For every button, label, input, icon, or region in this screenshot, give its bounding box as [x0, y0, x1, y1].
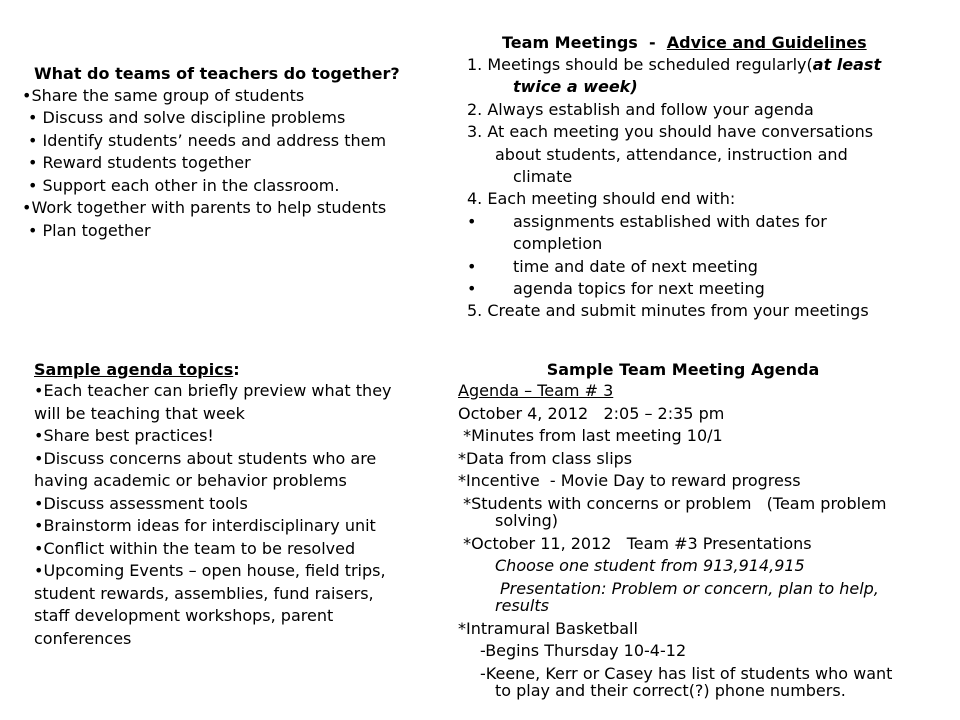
agenda-subitem-continued: results [495, 596, 549, 615]
list-item: •Work together with parents to help students [22, 198, 387, 217]
guideline-4-item: assignments established with dates for [513, 212, 827, 231]
agenda-item: *Incentive - Movie Day to reward progress [458, 471, 801, 490]
agenda-team-line: Agenda – Team # 3 [458, 381, 614, 400]
agenda-subitem: Presentation: Problem or concern, plan to help, [500, 579, 879, 598]
guideline-4-item: time and date of next meeting [513, 257, 758, 276]
bullet-icon: • [467, 279, 477, 298]
sample-agenda-topics-heading [34, 360, 240, 380]
bullet-icon: • [467, 212, 477, 231]
list-item: will be teaching that week [34, 404, 245, 423]
guideline-1-emphasis: at least [812, 55, 882, 74]
list-item: •Share best practices! [34, 426, 214, 445]
bullet-icon: • [467, 257, 477, 276]
agenda-subitem: -Keene, Kerr or Casey has list of students who want [480, 664, 893, 683]
heading-underlined: Advice and Guidelines [666, 33, 867, 52]
list-item: • Plan together [28, 221, 151, 240]
team-meetings-heading [502, 33, 867, 53]
guideline-5: 5. Create and submit minutes from your meetings [467, 301, 869, 320]
agenda-date-line: October 4, 2012 2:05 – 2:35 pm [458, 404, 725, 423]
list-item: • Discuss and solve discipline problems [28, 108, 346, 127]
heading-text: Sample agenda topics [34, 360, 234, 379]
list-item: •Each teacher can briefly preview what they [34, 381, 392, 400]
guideline-2: 2. Always establish and follow your agenda [467, 100, 814, 119]
list-item: •Conflict within the team to be resolved [34, 539, 356, 558]
list-item: having academic or behavior problems [34, 471, 347, 490]
list-item: •Share the same group of students [22, 86, 305, 105]
guideline-1 [467, 55, 881, 75]
guideline-4: 4. Each meeting should end with: [467, 189, 736, 208]
guideline-4-item: agenda topics for next meeting [513, 279, 765, 298]
list-item: • Identify students’ needs and address them [28, 131, 387, 150]
list-item: • Reward students together [28, 153, 251, 172]
list-item: •Discuss assessment tools [34, 494, 248, 513]
top-left-heading: What do teams of teachers do together? [34, 64, 400, 83]
agenda-item: *Data from class slips [458, 449, 633, 468]
guideline-1-text: 1. Meetings should be scheduled regularly( [467, 55, 813, 74]
agenda-item-continued: solving) [495, 511, 559, 530]
guideline-3: 3. At each meeting you should have conversations [467, 122, 874, 141]
list-item: •Upcoming Events – open house, field trips, [34, 561, 386, 580]
agenda-subitem-continued: to play and their correct(?) phone numbers. [495, 681, 846, 700]
list-item: staff development workshops, parent [34, 606, 334, 625]
list-item: •Discuss concerns about students who are [34, 449, 377, 468]
agenda-subitem: -Begins Thursday 10-4-12 [480, 641, 687, 660]
guideline-3-continued: about students, attendance, instruction and [495, 145, 848, 164]
list-item: student rewards, assemblies, fund raisers, [34, 584, 374, 603]
list-item: • Support each other in the classroom. [28, 176, 340, 195]
heading-prefix: Team Meetings - [502, 33, 667, 52]
guideline-3-continued: climate [513, 167, 573, 186]
agenda-subitem: Choose one student from 913,914,915 [495, 556, 805, 575]
guideline-1-continued: twice a week) [513, 77, 638, 96]
agenda-item: *Minutes from last meeting 10/1 [458, 426, 723, 445]
guideline-4-item-continued: completion [513, 234, 603, 253]
agenda-item: *Intramural Basketball [458, 619, 638, 638]
list-item: •Brainstorm ideas for interdisciplinary unit [34, 516, 376, 535]
agenda-item: *Students with concerns or problem (Team problem [458, 494, 887, 513]
sample-agenda-heading: Sample Team Meeting Agenda [546, 360, 820, 379]
heading-colon: : [233, 360, 240, 379]
agenda-item: *October 11, 2012 Team #3 Presentations [458, 534, 812, 553]
list-item: conferences [34, 629, 132, 648]
